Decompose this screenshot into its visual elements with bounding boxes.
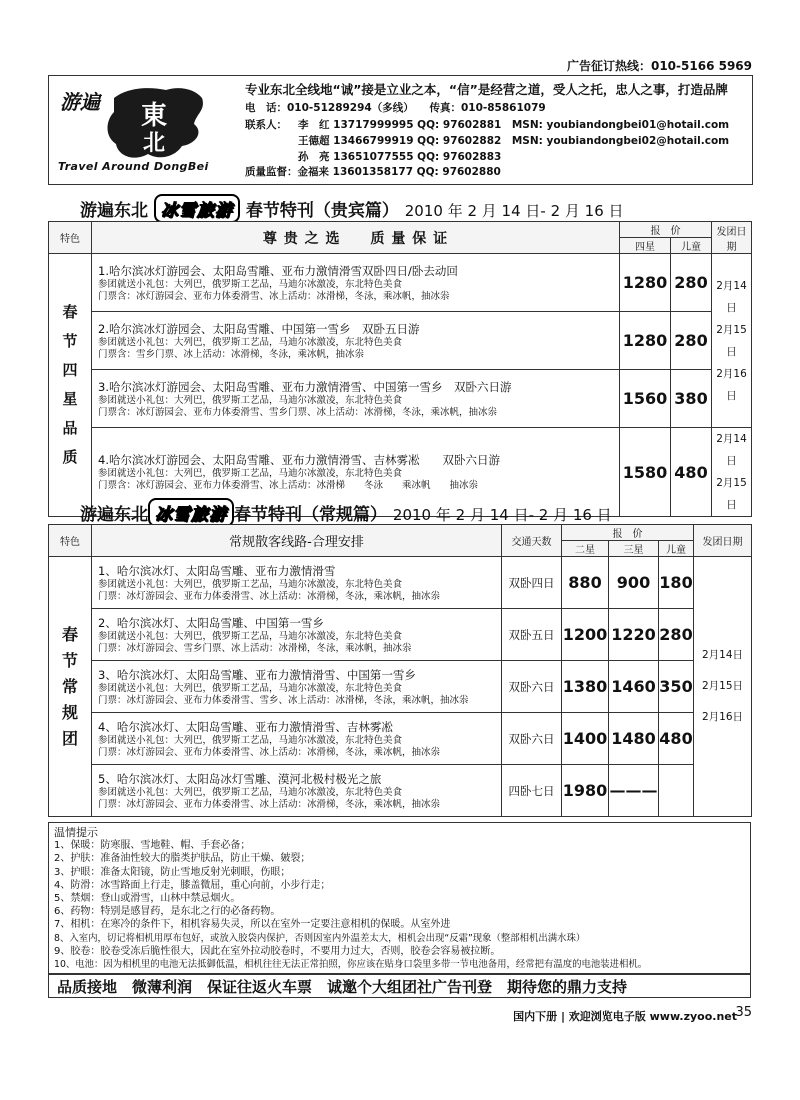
price-child: 280 [659,609,694,661]
feature-char: 星 [62,390,78,408]
depart-date: 2月16日 [701,711,744,723]
price-four-star: 1560 [620,370,671,428]
price-four-star: 1580 [620,428,671,517]
regular-banner-ice: 冰雪旅游 [148,498,234,527]
logo-chars: 游遍 [60,90,100,114]
price-two-star: 880 [562,557,609,609]
regular-banner [80,498,612,527]
feature-char: 质 [62,448,78,466]
tip-item: 6、药物：特别是感冒药，是东北之行的必备药物。 [54,906,281,918]
route-gift: 参团就送小礼包：大列巴，俄罗斯工艺品，马迪尔冰激凌，东北特色美食 [98,578,403,590]
route-gift: 参团就送小礼包：大列巴，俄罗斯工艺品，马迪尔冰激凌，东北特色美食 [98,786,403,798]
regular-header-transport: 交通天数 [502,525,562,557]
route-tickets: 门票：冰灯游园会、雪乡门票、冰上活动：冰滑梯，冬泳，乘冰帆，抽冰尜 [98,642,412,654]
price-child: 350 [659,661,694,713]
price-two-star: 1200 [562,609,609,661]
tip-item: 1、保暖：防寒服、雪地鞋、帽、手套必备； [54,840,251,852]
depart-date: 2月14日 [701,649,744,661]
price-three-star: 900 [609,557,659,609]
route-tickets: 门票：冰灯游园会、亚布力体委滑雪、冰上活动：冰滑梯，冬泳，乘冰帆，抽冰尜 [98,798,441,810]
depart-date: 2月16日 [716,367,747,402]
route-tickets: 门票含：雪乡门票、冰上活动：冰滑梯，冬泳，乘冰帆，抽冰尜 [98,348,365,360]
logo-english: Travel Around DongBei [58,160,209,173]
vip-banner-suffix: 春节特刊（贵宾篇） [245,201,399,221]
contact-label: 联系人： [245,119,287,131]
route-title: 3.哈尔滨冰灯游园会、太阳岛雪雕、亚布力激情滑雪、中国第一雪乡 双卧六日游 [98,379,512,394]
vip-table [48,221,752,517]
tip-item: 9、胶卷：胶卷受冻后脆性很大，因此在室外拉动胶卷时，不要用力过大，否则，胶卷会容易被拉断。 [54,945,501,957]
vip-feature-column [49,254,92,517]
price-child: 180 [659,557,694,609]
feature-char: 品 [62,419,78,437]
svg-text:東: 東 [140,101,168,131]
price-three-star: 1220 [609,609,659,661]
tip-item: 8、入室内，切记将相机用厚布包好，或放入胶袋内保护，否则因室内外温差太大，相机会出现“反霜”现象（整部相机出满水珠） [54,932,586,944]
transport-days: 双卧六日 [502,661,562,713]
route-gift: 参团就送小礼包：大列巴，俄罗斯工艺品，马迪尔冰激凌，东北特色美食 [98,468,403,479]
route-title: 4.哈尔滨冰灯游园会、太阳岛雪雕、亚布力激情滑雪、吉林雾凇 双卧六日游 [98,453,500,467]
feature-char: 春 [62,303,78,321]
tip-item: 5、禁烟：登山或滑雪，山林中禁忌烟火。 [54,893,241,905]
price-child: 480 [659,713,694,765]
feature-char: 节 [62,332,78,350]
vip-banner [80,194,624,223]
vip-header-quality: 尊 贵 之 选 质 量 保 证 [92,222,620,254]
route-gift: 参团就送小礼包：大列巴，俄罗斯工艺品，马迪尔冰激凌，东北特色美食 [98,630,403,642]
vip-header-price: 报 价 [620,222,712,238]
regular-table [48,524,752,817]
vip-route [92,370,620,428]
contact-row: 李 红 13717999995 QQ: 97602881 MSN: youbiandongbei01@hotail.com [298,119,730,131]
route-tickets: 门票：冰灯游园会、亚布力体委滑雪、雪乡、冰上活动：冰滑梯，冬泳，乘冰帆，抽冰尜 [98,694,469,706]
regular-header-three-star: 三星 [609,541,659,557]
price-child: 280 [671,254,712,312]
contact-row: 孙 亮 13651077555 QQ: 97602883 [298,151,502,163]
regular-banner-prefix: 游遍东北 [80,505,148,525]
route-tickets: 门票含：冰灯游园会、亚布力体委滑雪、冰上活动：冰滑梯，冬泳，乘冰帆，抽冰尜 [98,290,450,302]
regular-header-feature: 特色 [49,525,92,557]
vip-banner-ice: 冰雪旅游 [154,194,240,223]
price-child: 280 [671,312,712,370]
vip-header-four-star: 四星 [620,238,671,254]
route-gift: 参团就送小礼包：大列巴，俄罗斯工艺品，马迪尔冰激凌，东北特色美食 [98,394,403,406]
contact-row: 王德超 13466799919 QQ: 97602882 MSN: youbiandongbei02@hotail.com [298,135,730,147]
tips-title: 温情提示 [54,826,98,839]
transport-days: 双卧五日 [502,609,562,661]
tip-item: 10、电池：因为相机里的电池无法抵御低温，相机往往无法正常拍照，你应该在贴身口袋里多带一节电池备用，经常把有温度的电池装进相机。 [54,959,648,971]
regular-banner-dates: 2010 年 2 月 14 日- 2 月 16 日 [392,506,612,524]
tagline: 品质接地 微薄利润 保证往返火车票 诚邀个大组团社广告刊登 期待您的鼎力支持 [48,974,751,998]
regular-route [92,609,502,661]
regular-banner-suffix: 春节特刊（常规篇） [234,505,387,525]
regular-route [92,557,502,609]
price-three-star: 1460 [609,661,659,713]
depart-date: 2月15日 [701,680,744,692]
route-tickets: 门票：冰灯游园会、亚布力体委滑雪、冰上活动：冰滑梯，冬泳，乘冰帆，抽冰尜 [98,746,441,758]
price-three-star: 1480 [609,713,659,765]
route-gift: 参团就送小礼包：大列巴，俄罗斯工艺品，马迪尔冰激凌，东北特色美食 [98,336,403,348]
feature-char: 节 [61,650,78,670]
feature-char: 团 [61,728,78,748]
vip-banner-prefix: 游遍东北 [80,201,148,221]
route-title: 3、哈尔滨冰灯、太阳岛雪雕、亚布力激情滑雪、中国第一雪乡 [98,667,416,682]
depart-date: 2月14日 [716,433,747,467]
vip-route [92,312,620,370]
vip-route [92,254,620,312]
regular-header-title: 常规散客线路-合理安排 [92,525,502,557]
price-three-star: ——— [609,765,659,817]
feature-char: 四 [62,361,78,379]
phone-fax: 电 话：010-51289294（多线） 传真：010-85861079 [245,102,546,114]
tip-item: 2、护肤：准备油性较大的脂类护肤品，防止干燥、皴裂； [54,853,311,865]
route-gift: 参团就送小礼包：大列巴，俄罗斯工艺品，马迪尔冰激凌，东北特色美食 [98,682,403,694]
tip-item: 4、防滑：冰雪路面上行走，膝盖微屈，重心向前，小步行走； [54,879,331,891]
regular-route [92,661,502,713]
slogan: 专业东北全线地“诚”接是立业之本，“信”是经营之道，受人之托，忠人之事，打造品牌 [245,82,728,97]
tip-item: 7、相机：在寒冷的条件下，相机容易失灵，所以在室外一定要注意相机的保暖。从室外进 [54,919,451,931]
price-four-star: 1280 [620,254,671,312]
price-two-star: 1380 [562,661,609,713]
tip-item: 3、护眼：准备太阳镜，防止雪地反射光刺眼，伤眼； [54,866,291,878]
vip-banner-dates: 2010 年 2 月 14 日- 2 月 16 日 [404,202,624,220]
transport-days: 双卧六日 [502,713,562,765]
price-two-star: 1400 [562,713,609,765]
feature-char: 常 [61,676,78,696]
route-title: 1、哈尔滨冰灯、太阳岛雪雕、亚布力激情滑雪 [98,563,336,578]
route-gift: 参团就送小礼包：大列巴，俄罗斯工艺品，马迪尔冰激凌，东北特色美食 [98,734,403,746]
vip-depart-dates-a [712,254,752,428]
route-title: 2.哈尔滨冰灯游园会、太阳岛雪雕、中国第一雪乡 双卧五日游 [98,321,420,336]
route-title: 5、哈尔滨冰灯、太阳岛冰灯雪雕、漠河北极村极光之旅 [98,771,382,786]
regular-route [92,765,502,817]
regular-depart-dates [694,557,752,817]
vip-header-child: 儿童 [671,238,712,254]
tips-box [48,822,751,974]
ad-hotline: 广告征订热线：010-5166 5969 [566,59,752,73]
transport-days: 四卧七日 [502,765,562,817]
feature-char: 规 [61,702,78,722]
route-tickets: 门票含：冰灯游园会、亚布力体委滑雪、雪乡门票、冰上活动：冰滑梯，冬泳，乘冰帆，抽冰尜 [98,406,498,418]
route-title: 2、哈尔滨冰灯、太阳岛雪雕、中国第一雪乡 [98,615,324,630]
regular-route [92,713,502,765]
route-gift: 参团就送小礼包：大列巴，俄罗斯工艺品，马迪尔冰激凌，东北特色美食 [98,278,403,290]
vip-header-feature: 特色 [49,222,92,254]
price-child: 380 [671,370,712,428]
regular-header-child: 儿童 [659,541,694,557]
price-two-star: 1980 [562,765,609,817]
price-four-star: 1280 [620,312,671,370]
vip-header-depart: 发团日期 [712,222,752,254]
page-number: 35 [735,1005,752,1020]
depart-date: 2月14日 [716,279,747,314]
footer-text: 国内下册 | 欢迎浏览电子版 www.zyoo.net [513,1010,737,1023]
vip-depart-dates-b [712,428,752,517]
route-title: 1.哈尔滨冰灯游园会、太阳岛雪雕、亚布力激情滑雪双卧四日/卧去动回 [98,263,458,278]
quality-supervisor: 质量监督：金福来 13601358177 QQ: 97602880 [245,166,501,178]
depart-date: 2月15日 [716,477,747,511]
transport-days: 双卧四日 [502,557,562,609]
route-tickets: 门票含：冰灯游园会、亚布力体委滑雪、冰上活动：冰滑梯 冬泳 乘冰帆 抽冰尜 [98,480,479,491]
regular-header-two-star: 二星 [562,541,609,557]
price-child [659,765,694,817]
route-tickets: 门票：冰灯游园会、亚布力体委滑雪、冰上活动：冰滑梯，冬泳，乘冰帆，抽冰尜 [98,590,441,602]
regular-feature-column [49,557,92,817]
route-title: 4、哈尔滨冰灯、太阳岛雪雕、亚布力激情滑雪、吉林雾凇 [98,719,393,734]
depart-date: 2月15日 [716,323,747,358]
price-child: 480 [671,428,712,517]
feature-char: 春 [61,624,78,644]
regular-header-depart: 发团日期 [694,525,752,557]
regular-header-price: 报 价 [562,525,694,541]
svg-text:北: 北 [142,130,166,156]
